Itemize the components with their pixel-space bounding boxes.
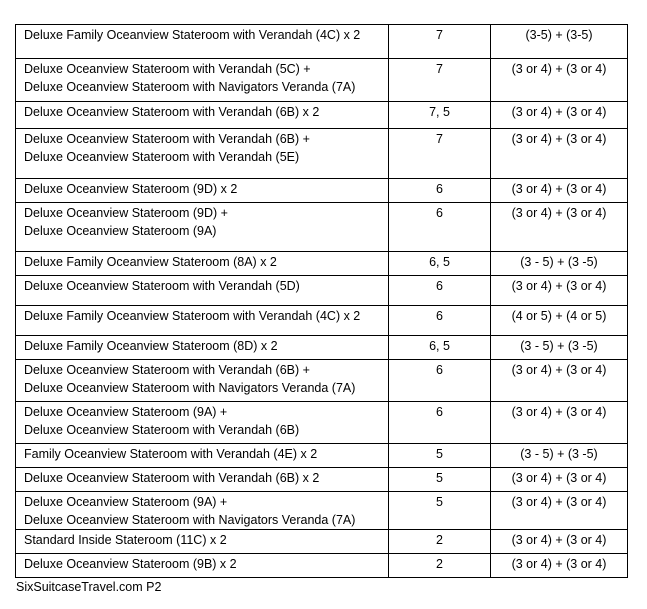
page-footer: SixSuitcaseTravel.com P2 <box>16 580 162 594</box>
table-row <box>16 25 628 59</box>
room-cell <box>16 336 389 360</box>
room-cell <box>16 444 389 468</box>
table-row <box>16 530 628 554</box>
table-row <box>16 276 628 306</box>
room-line: Deluxe Oceanview Stateroom with Verandah (5C) + <box>24 62 311 76</box>
guests-cell: 2 <box>389 530 491 554</box>
table-row <box>16 179 628 203</box>
guests-cell: 6 <box>389 276 491 306</box>
room-cell <box>16 402 389 444</box>
table-row <box>16 129 628 179</box>
occupancy-cell: (3 or 4) + (3 or 4) <box>491 102 628 129</box>
room-line: Deluxe Family Oceanview Stateroom with Verandah (4C) x 2 <box>24 28 361 42</box>
occupancy-cell: (3 or 4) + (3 or 4) <box>491 129 628 179</box>
guests-cell: 6, 5 <box>389 336 491 360</box>
room-cell <box>16 492 389 530</box>
room-cell <box>16 25 389 59</box>
table-row <box>16 336 628 360</box>
room-line: Deluxe Family Oceanview Stateroom (8A) x 2 <box>24 255 277 269</box>
room-line: Deluxe Family Oceanview Stateroom (8D) x 2 <box>24 339 278 353</box>
guests-cell: 5 <box>389 492 491 530</box>
table-row <box>16 59 628 102</box>
table-row <box>16 402 628 444</box>
room-cell <box>16 306 389 336</box>
occupancy-cell: (3 or 4) + (3 or 4) <box>491 530 628 554</box>
room-line: Deluxe Oceanview Stateroom (9A) <box>24 224 217 238</box>
occupancy-cell: (3 or 4) + (3 or 4) <box>491 276 628 306</box>
guests-cell: 7, 5 <box>389 102 491 129</box>
occupancy-cell: (3-5) + (3-5) <box>491 25 628 59</box>
guests-cell: 7 <box>389 59 491 102</box>
guests-cell: 5 <box>389 444 491 468</box>
table-row <box>16 360 628 402</box>
guests-cell: 6 <box>389 402 491 444</box>
room-line: Deluxe Oceanview Stateroom with Verandah (5E) <box>24 150 300 164</box>
room-line: Deluxe Oceanview Stateroom with Verandah (6B) x 2 <box>24 105 320 119</box>
table-row <box>16 306 628 336</box>
room-line: Standard Inside Stateroom (11C) x 2 <box>24 533 227 547</box>
stateroom-combinations-table <box>15 24 628 578</box>
guests-cell: 2 <box>389 554 491 578</box>
guests-cell: 7 <box>389 129 491 179</box>
room-line: Deluxe Oceanview Stateroom (9D) + <box>24 206 228 220</box>
occupancy-cell: (3 or 4) + (3 or 4) <box>491 360 628 402</box>
occupancy-cell: (3 or 4) + (3 or 4) <box>491 554 628 578</box>
room-line: Deluxe Oceanview Stateroom with Verandah (6B) + <box>24 363 310 377</box>
room-cell <box>16 468 389 492</box>
room-line: Deluxe Oceanview Stateroom with Verandah (6B) + <box>24 132 310 146</box>
occupancy-cell: (3 or 4) + (3 or 4) <box>491 203 628 252</box>
occupancy-cell: (3 or 4) + (3 or 4) <box>491 402 628 444</box>
occupancy-cell: (3 or 4) + (3 or 4) <box>491 59 628 102</box>
occupancy-cell: (3 or 4) + (3 or 4) <box>491 492 628 530</box>
room-cell <box>16 179 389 203</box>
guests-cell: 6 <box>389 203 491 252</box>
table-row <box>16 468 628 492</box>
room-cell <box>16 530 389 554</box>
guests-cell: 6, 5 <box>389 252 491 276</box>
room-line: Deluxe Oceanview Stateroom with Verandah (6B) <box>24 423 300 437</box>
table-row <box>16 492 628 530</box>
guests-cell: 6 <box>389 179 491 203</box>
table-row <box>16 252 628 276</box>
table-body <box>16 25 628 578</box>
room-cell <box>16 102 389 129</box>
room-line: Deluxe Oceanview Stateroom with Verandah (6B) x 2 <box>24 471 320 485</box>
room-line: Deluxe Oceanview Stateroom with Navigators Veranda (7A) <box>24 80 356 94</box>
room-cell <box>16 554 389 578</box>
room-line: Deluxe Oceanview Stateroom (9B) x 2 <box>24 557 237 571</box>
occupancy-cell: (3 or 4) + (3 or 4) <box>491 468 628 492</box>
room-line: Deluxe Family Oceanview Stateroom with Verandah (4C) x 2 <box>24 309 361 323</box>
occupancy-cell: (3 - 5) + (3 -5) <box>491 336 628 360</box>
room-cell <box>16 59 389 102</box>
table-row <box>16 203 628 252</box>
room-line: Family Oceanview Stateroom with Verandah (4E) x 2 <box>24 447 318 461</box>
room-line: Deluxe Oceanview Stateroom with Verandah (5D) <box>24 279 300 293</box>
table-row <box>16 102 628 129</box>
room-line: Deluxe Oceanview Stateroom with Navigators Veranda (7A) <box>24 513 356 527</box>
room-line: Deluxe Oceanview Stateroom with Navigators Veranda (7A) <box>24 381 356 395</box>
room-cell <box>16 129 389 179</box>
guests-cell: 6 <box>389 306 491 336</box>
room-cell <box>16 252 389 276</box>
room-cell <box>16 203 389 252</box>
room-line: Deluxe Oceanview Stateroom (9D) x 2 <box>24 182 238 196</box>
occupancy-cell: (3 - 5) + (3 -5) <box>491 444 628 468</box>
guests-cell: 6 <box>389 360 491 402</box>
room-cell <box>16 276 389 306</box>
occupancy-cell: (4 or 5) + (4 or 5) <box>491 306 628 336</box>
occupancy-cell: (3 or 4) + (3 or 4) <box>491 179 628 203</box>
room-line: Deluxe Oceanview Stateroom (9A) + <box>24 495 228 509</box>
room-line: Deluxe Oceanview Stateroom (9A) + <box>24 405 228 419</box>
guests-cell: 5 <box>389 468 491 492</box>
table-row <box>16 444 628 468</box>
guests-cell: 7 <box>389 25 491 59</box>
room-cell <box>16 360 389 402</box>
occupancy-cell: (3 - 5) + (3 -5) <box>491 252 628 276</box>
table-row <box>16 554 628 578</box>
